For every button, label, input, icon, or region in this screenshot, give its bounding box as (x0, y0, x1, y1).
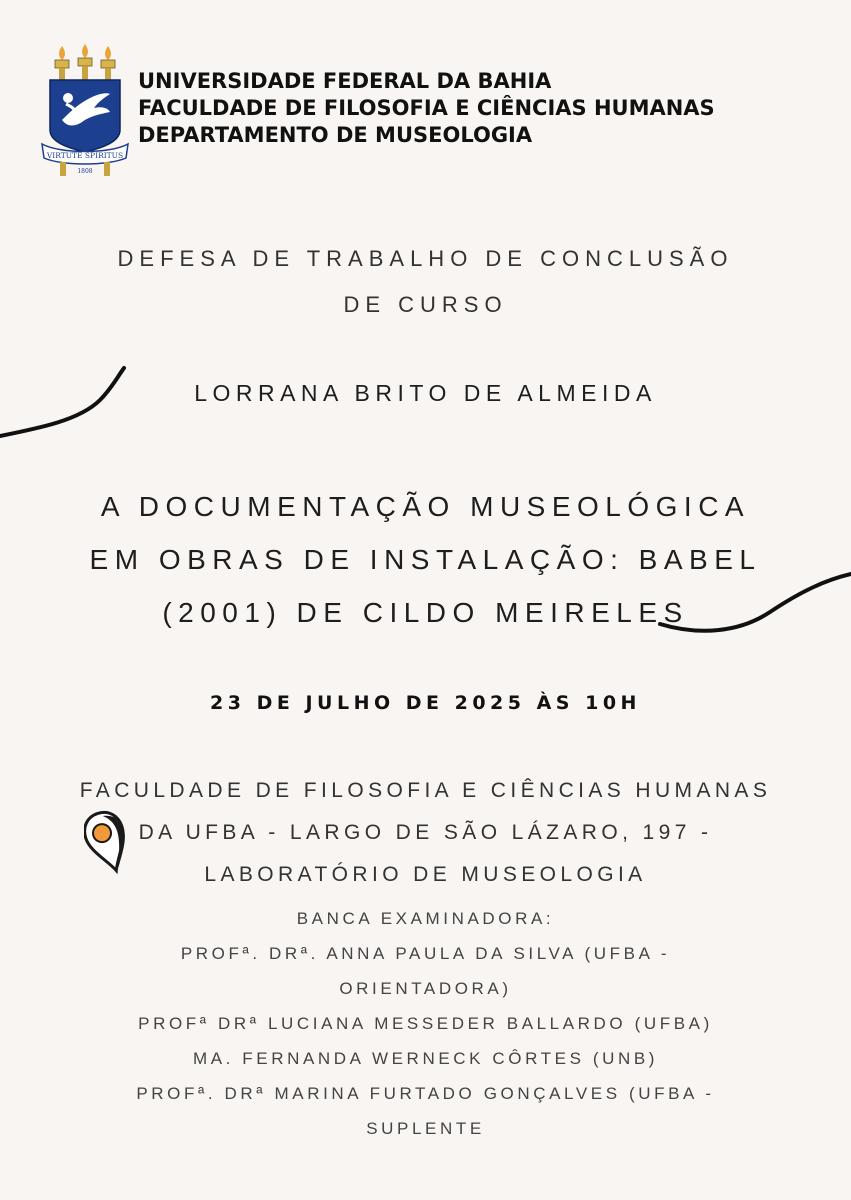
title-line-3: (2001) DE CILDO MEIRELES (162, 597, 689, 628)
title-line-2: EM OBRAS DE INSTALAÇÃO: BABEL (89, 544, 762, 575)
institution-header (138, 68, 715, 149)
location-line-2: DA UFBA - LARGO DE SÃO LÁZARO, 197 - (138, 821, 713, 844)
subtitle-line-2: DE CURSO (343, 292, 508, 317)
event-date-time: 23 DE JULHO DE 2025 ÀS 10H (210, 692, 641, 714)
committee-line: MA. FERNANDA WERNECK CÔRTES (UNB) (192, 1049, 659, 1068)
institution-line-department: DEPARTAMENTO DE MUSEOLOGIA (138, 123, 533, 147)
committee-line: PROFª DRª LUCIANA MESSEDER BALLARDO (UFBA) (138, 1014, 713, 1033)
committee-line: ORIENTADORA) (339, 979, 512, 998)
institution-line-faculty: FACULDADE DE FILOSOFIA E CIÊNCIAS HUMANAS (138, 96, 715, 120)
crest-motto: VIRTUTE SPIRITUS (46, 151, 124, 160)
committee-heading: BANCA EXAMINADORA: (296, 909, 555, 928)
committee-line: PROFª. DRª MARINA FURTADO GONÇALVES (UFBA - (136, 1084, 715, 1103)
location-line-1: FACULDADE DE FILOSOFIA E CIÊNCIAS HUMANAS (79, 779, 772, 802)
author-name: LORRANA BRITO DE ALMEIDA (194, 380, 657, 406)
committee-line: SUPLENTE (366, 1119, 485, 1138)
torches-icon (55, 44, 115, 80)
title-line-1: A DOCUMENTAÇÃO MUSEOLÓGICA (100, 491, 751, 522)
university-crest-logo (40, 42, 130, 180)
event-location (0, 770, 851, 896)
examining-committee (0, 901, 851, 1146)
institution-line-university: UNIVERSIDADE FEDERAL DA BAHIA (138, 69, 552, 93)
event-subtitle (0, 236, 851, 328)
thesis-title (0, 480, 851, 639)
crest-year: 1808 (77, 168, 93, 175)
committee-line: PROFª. DRª. ANNA PAULA DA SILVA (UFBA - (180, 944, 671, 963)
location-line-3: LABORATÓRIO DE MUSEOLOGIA (204, 863, 647, 886)
subtitle-line-1: DEFESA DE TRABALHO DE CONCLUSÃO (117, 246, 734, 271)
